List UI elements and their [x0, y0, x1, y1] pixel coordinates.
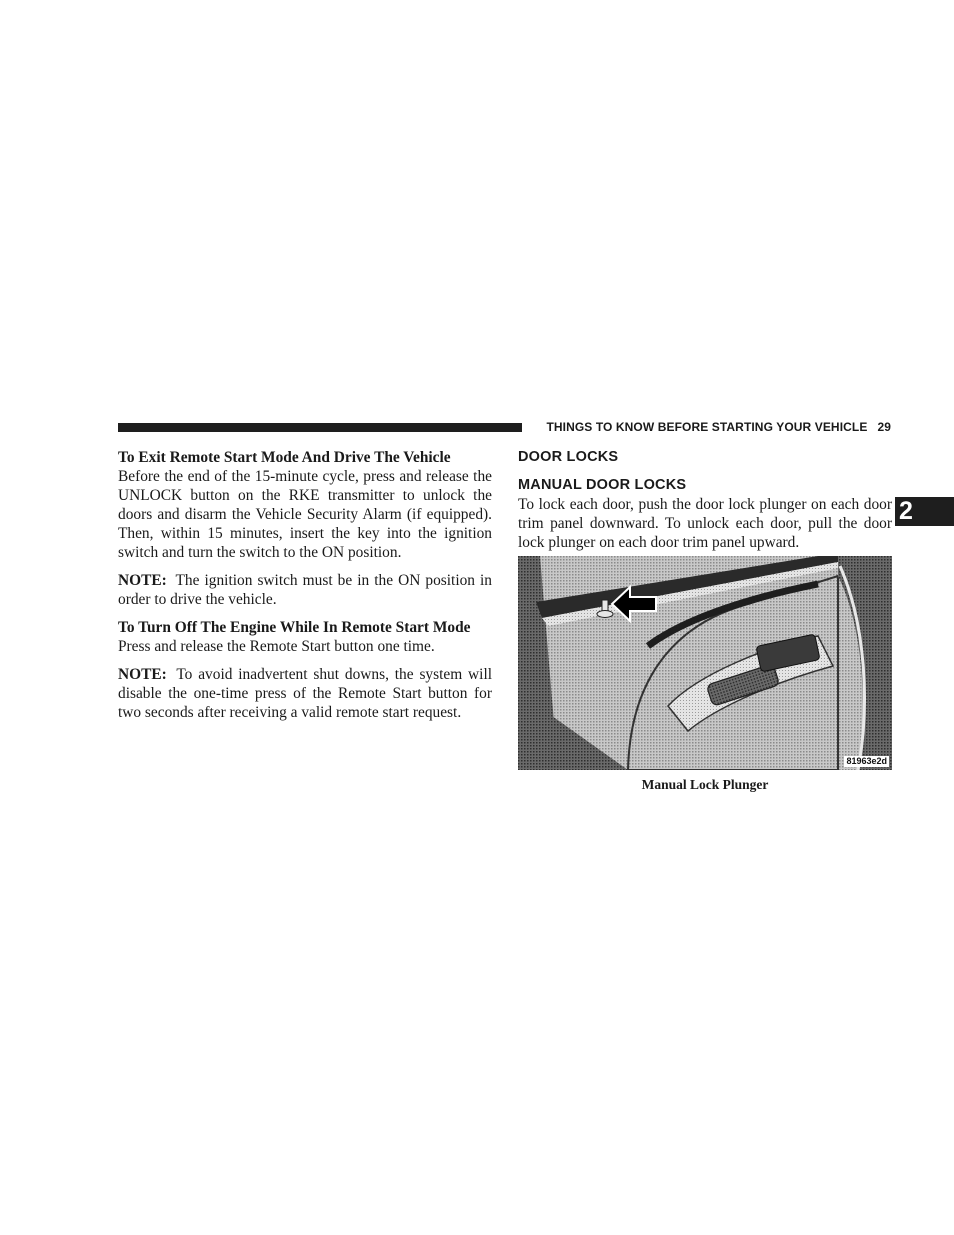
manual-door-locks-body: To lock each door, push the door lock plunger on each door trim panel downward. To unlock each door, pull the door lock plunger on each door trim panel upward. — [518, 496, 892, 551]
section-title: THINGS TO KNOW BEFORE STARTING YOUR VEHICLE — [546, 420, 868, 434]
door-panel-illustration — [518, 556, 892, 770]
turn-off-engine-heading: To Turn Off The Engine While In Remote Start Mode — [118, 619, 471, 636]
turn-off-engine-body: Press and release the Remote Start button one time. — [118, 638, 435, 655]
exit-remote-start-heading: To Exit Remote Start Mode And Drive The Vehicle — [118, 449, 451, 466]
note-text: The ignition switch must be in the ON position in order to drive the vehicle. — [118, 572, 493, 608]
figure-code: 81963e2d — [846, 756, 887, 766]
figure-caption: Manual Lock Plunger — [641, 777, 769, 792]
manual-door-locks-heading: MANUAL DOOR LOCKS — [518, 477, 687, 493]
note-label: NOTE: — [118, 666, 167, 683]
right-column — [518, 448, 892, 552]
note-ignition — [118, 571, 492, 609]
running-header — [533, 420, 891, 434]
header-rule — [118, 423, 522, 432]
door-panel-drawing — [518, 556, 892, 770]
chapter-tab: 2 — [895, 497, 954, 526]
exit-remote-start-body: Before the end of the 15-minute cycle, press and release the UNLOCK button on the RKE transmitter to unlock the doors and disarm the Vehicle Security Alarm (if equipped). Then, within 15 minutes, insert the key into the ignition switch and turn the switch to the ON position. — [118, 468, 492, 561]
page-number: 29 — [877, 420, 891, 434]
door-locks-heading: DOOR LOCKS — [518, 449, 619, 465]
left-column — [118, 448, 492, 722]
note-text: To avoid inadvertent shut downs, the system will disable the one-time press of the Remote Start button for two seconds after receiving a valid remote start request. — [118, 666, 492, 721]
note-label: NOTE: — [118, 572, 167, 589]
note-shutdown — [118, 665, 492, 722]
